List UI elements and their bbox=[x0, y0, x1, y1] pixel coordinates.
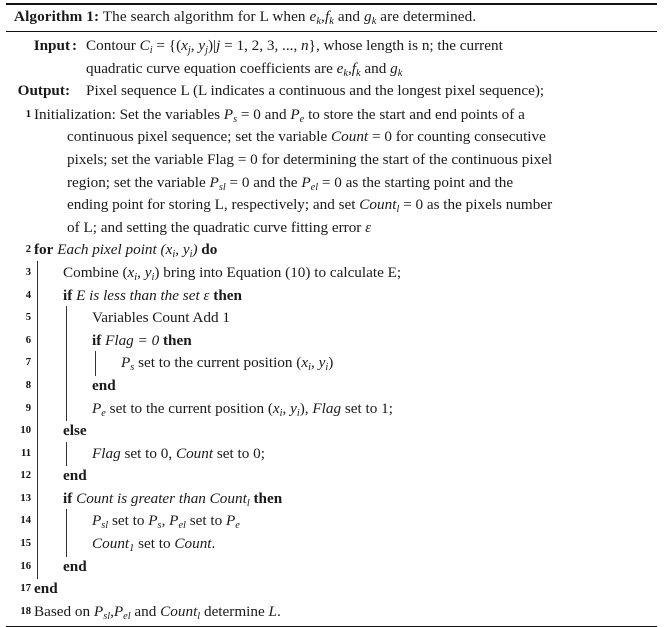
line-number: 5 bbox=[25, 312, 31, 324]
line-number: 4 bbox=[25, 289, 31, 301]
line-content: end bbox=[34, 580, 58, 598]
algorithm-line bbox=[4, 398, 659, 421]
line-number: 6 bbox=[25, 334, 31, 346]
line-content: Combine ($x_i$, $y_i$) bring into Equation (10) to calculate E; bbox=[34, 262, 659, 285]
indent-guide bbox=[63, 330, 92, 353]
io-block bbox=[4, 32, 659, 103]
output-label: Output: bbox=[17, 82, 70, 100]
algorithm-line bbox=[4, 262, 659, 285]
line-number: 8 bbox=[25, 379, 31, 391]
line-content: if Flag = 0 then bbox=[34, 330, 659, 353]
indent-guide bbox=[34, 375, 63, 398]
line-number: 12 bbox=[20, 470, 31, 482]
indent-guide bbox=[34, 330, 63, 353]
line-number: 3 bbox=[25, 266, 31, 278]
output-value: Pixel sequence L (L indicates a continuous and the longest pixel sequence); bbox=[86, 82, 545, 100]
indent-guide bbox=[34, 556, 63, 579]
line-number: 9 bbox=[25, 402, 31, 414]
line-number: 10 bbox=[20, 425, 31, 437]
input-label: Input bbox=[33, 37, 70, 54]
indent-guide bbox=[34, 488, 63, 511]
indent-guide bbox=[34, 533, 63, 556]
line-number: 15 bbox=[20, 538, 31, 550]
line-number: 16 bbox=[20, 560, 31, 572]
algorithm-line bbox=[4, 465, 659, 488]
line-content: end bbox=[34, 375, 659, 398]
line-content: if Count is greater than Count$_l$ then bbox=[34, 488, 659, 511]
input-colon: : bbox=[72, 37, 78, 54]
indent-guide bbox=[92, 352, 121, 375]
output-row bbox=[4, 80, 659, 103]
line-number: 13 bbox=[20, 492, 31, 504]
algorithm-line bbox=[4, 104, 659, 240]
indent-guide bbox=[63, 510, 92, 533]
indent-guide bbox=[63, 375, 92, 398]
algorithm-line bbox=[4, 239, 659, 262]
indent-guide bbox=[34, 443, 63, 466]
algorithm-line bbox=[4, 443, 659, 466]
algorithm-title-label: Algorithm 1: bbox=[14, 8, 100, 25]
algorithm-line bbox=[4, 510, 659, 533]
indent-guide bbox=[63, 398, 92, 421]
line-number: 2 bbox=[25, 244, 31, 256]
algorithm-title-text: The search algorithm for L when $e_k,f_k$ and $g_k$ are determined. bbox=[102, 8, 477, 27]
indent-guide bbox=[63, 352, 92, 375]
algorithm-line bbox=[4, 556, 659, 579]
indent-guide bbox=[34, 285, 63, 308]
line-content: end bbox=[34, 465, 659, 488]
line-content: Flag set to 0, Count set to 0; bbox=[34, 443, 659, 466]
line-number: 11 bbox=[20, 447, 31, 459]
indent-guide bbox=[63, 443, 92, 466]
line-content: $P_{sl}$ set to $P_s$, $P_{el}$ set to $P_e$ bbox=[34, 510, 659, 533]
line-number: 14 bbox=[20, 515, 31, 527]
line-content: if E is less than the set ε then bbox=[34, 285, 659, 308]
line-content: end bbox=[34, 556, 659, 579]
input-value-line1: Contour $C_i = \{(x_j$, $y_j)|j = 1$, 2, 3, ..., n}, whose length is n; the current bbox=[86, 37, 503, 56]
algorithm-line bbox=[4, 420, 659, 443]
indent-guide bbox=[63, 533, 92, 556]
line-content: Based on $P_{sl},P_{el}$ and Count$_l$ determine L. bbox=[34, 602, 281, 622]
line-content: else bbox=[34, 420, 659, 443]
line-number: 17 bbox=[20, 583, 31, 595]
line-content: Variables Count Add 1 bbox=[34, 307, 659, 330]
input-row bbox=[4, 35, 659, 58]
algorithm-line bbox=[4, 330, 659, 353]
input-value-line2: quadratic curve equation coefficients are $e_k,f_k$ and $g_k$ bbox=[86, 59, 403, 79]
indent-guide bbox=[34, 352, 63, 375]
line-number: 18 bbox=[20, 605, 31, 617]
indent-guide bbox=[34, 465, 63, 488]
algorithm-line bbox=[4, 533, 659, 556]
algorithm-line bbox=[4, 578, 659, 601]
algorithm-line bbox=[4, 601, 659, 624]
line-content: Count$_1$ set to Count. bbox=[34, 533, 659, 556]
algorithm-line bbox=[4, 307, 659, 330]
line-content: Initialization: Set the variables $P_s = 0$ and $P_e$ to store the start and end points of a continuous pixel sequence; set the variable Count = 0 for counting consecutive pixels; set the variable Flag = 0 for determining the start of the continuous pixel region; set the variable $P_{sl} = 0$ and the $P_{el} = 0$ as the starting point and the ending point for storing L, respectively; and set Count$_l$ = 0 as the pixels number of L; and setting the quadratic curve fitting error ε bbox=[34, 105, 553, 236]
line-number: 1 bbox=[25, 108, 31, 120]
indent-guide bbox=[34, 262, 63, 285]
line-content: for Each pixel point ($x_i$, $y_i$) do bbox=[34, 241, 218, 261]
algorithm-line bbox=[4, 488, 659, 511]
algorithm-body bbox=[4, 103, 659, 624]
line-number: 7 bbox=[25, 357, 31, 369]
algorithm-line bbox=[4, 285, 659, 308]
algorithm-line bbox=[4, 352, 659, 375]
algorithm-title bbox=[4, 5, 659, 29]
algorithm-line bbox=[4, 375, 659, 398]
line-content: $P_e$ set to the current position ($x_i$, $y_i$), Flag set to 1; bbox=[34, 398, 659, 421]
indent-guide bbox=[63, 307, 92, 330]
line-content: $P_s$ set to the current position ($x_i$, $y_i$) bbox=[34, 352, 659, 375]
algorithm-container bbox=[0, 3, 667, 627]
output-colon bbox=[72, 80, 86, 103]
indent-guide bbox=[34, 307, 63, 330]
indent-guide bbox=[34, 398, 63, 421]
indent-guide bbox=[34, 510, 63, 533]
indent-guide bbox=[34, 420, 63, 443]
